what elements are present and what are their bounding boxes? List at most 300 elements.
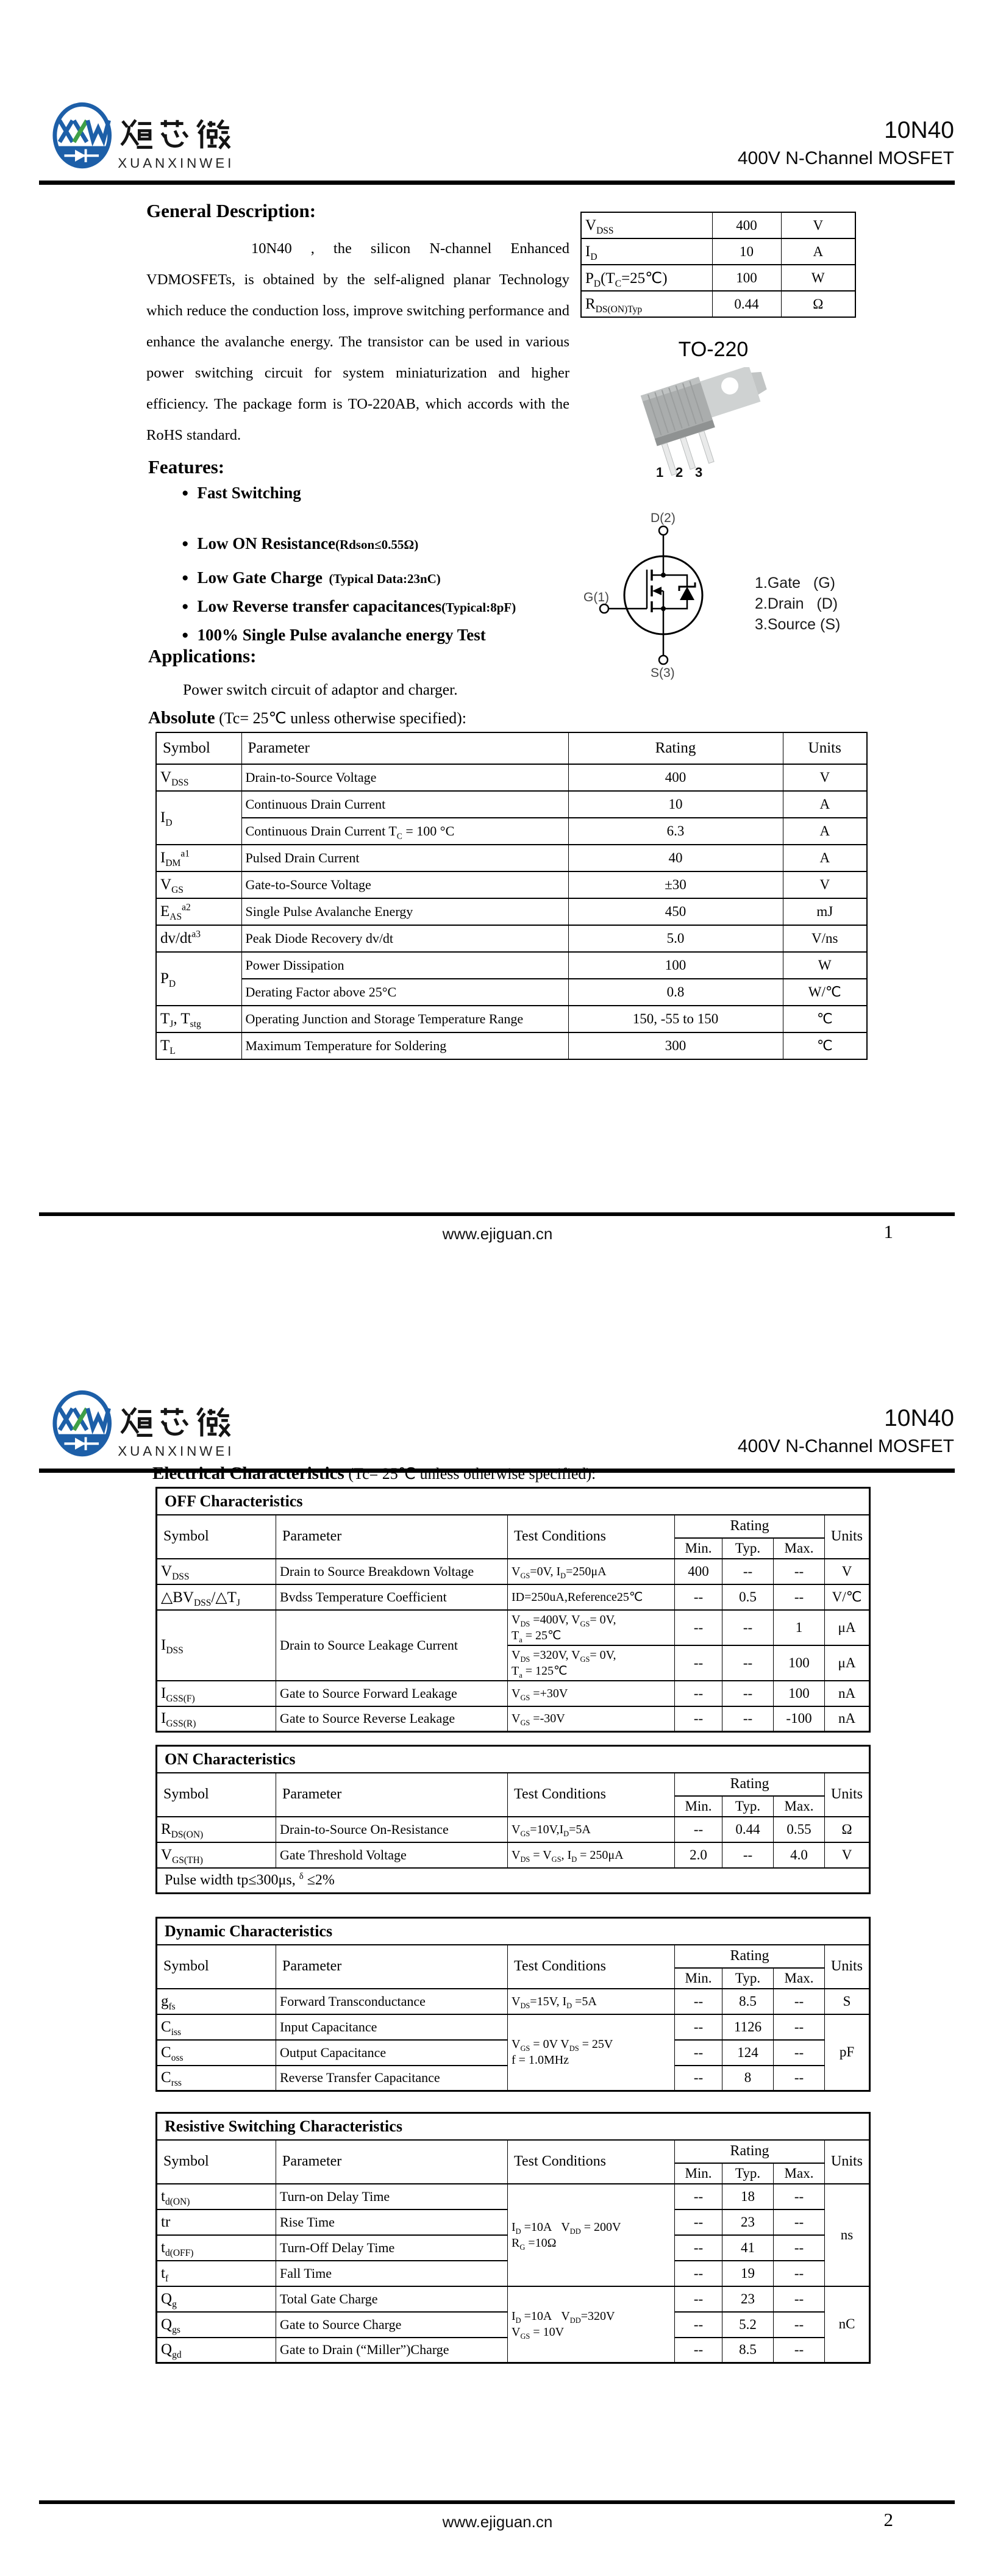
dynamic-characteristics-table-mount <box>155 1917 871 2092</box>
table-cell: -- <box>774 2261 825 2286</box>
features-title: Features: <box>148 456 225 478</box>
table-cell: Rating <box>675 1773 825 1796</box>
table-cell: Turn-Off Delay Time <box>276 2235 508 2261</box>
logo-monogram <box>61 1411 109 1428</box>
table-row <box>156 925 867 952</box>
header-rule <box>39 181 955 185</box>
feature-item: ● Fast Switching <box>182 484 301 502</box>
table-row <box>157 1610 870 1645</box>
pin-number-1: 1 <box>656 465 664 480</box>
part-subtitle: 400V N-Channel MOSFET <box>737 1436 954 1456</box>
table-cell: $V_{DS}=15V$, $I_D =5A$ <box>508 1989 675 2014</box>
table-cell: Resistive Switching Characteristics <box>157 2113 870 2140</box>
table-cell: 0.44 <box>722 1817 774 1842</box>
table-row <box>157 1773 870 1796</box>
feature-item: ● 100% Single Pulse avalanche energy Test <box>182 626 486 644</box>
table-cell: -- <box>675 1706 722 1732</box>
table-cell: $Q_g$ <box>157 2286 276 2312</box>
table-cell: $V_{GS} =-30V$ <box>508 1706 675 1732</box>
brand-en-text: XUANXINWEI <box>118 1443 235 1459</box>
table-cell: -- <box>675 2209 722 2235</box>
table-cell: -- <box>675 1817 722 1842</box>
table-cell: $V_{DSS}$ <box>581 212 712 238</box>
table-cell: -- <box>675 2235 722 2261</box>
table-cell: Test Conditions <box>508 2140 675 2184</box>
table-cell: W <box>783 952 867 979</box>
footer-url: www.ejiguan.cn <box>442 2513 553 2531</box>
table-cell: -- <box>774 2066 825 2091</box>
table-cell: Symbol <box>157 1945 276 1989</box>
table-row <box>157 1488 870 1515</box>
table-cell: Maximum Temperature for Soldering <box>241 1032 568 1059</box>
table-row <box>156 791 867 818</box>
table-cell: -- <box>722 1706 774 1732</box>
table-cell: Units <box>825 1945 870 1989</box>
table-row <box>157 1989 870 2014</box>
table-cell: Gate to Source Charge <box>276 2312 508 2338</box>
table-cell: 6.3 <box>568 818 783 845</box>
table-cell: Pulsed Drain Current <box>241 845 568 871</box>
table-cell: Rating <box>675 1515 825 1538</box>
table-cell: 300 <box>568 1032 783 1059</box>
table-cell: Output Capacitance <box>276 2040 508 2066</box>
table-cell: V <box>825 1842 870 1868</box>
table-cell: $I_{DSS}$ <box>157 1610 276 1681</box>
table-cell: Gate to Source Reverse Leakage <box>276 1706 508 1732</box>
page-2 <box>0 1288 995 2576</box>
table-cell: $Q_{gd}$ <box>157 2338 276 2363</box>
table-cell: -- <box>774 1584 825 1610</box>
table-cell: V <box>783 764 867 791</box>
table-cell: V <box>781 212 855 238</box>
page-number: 1 <box>883 1221 893 1242</box>
table-cell: 41 <box>722 2235 774 2261</box>
table-cell: 5.0 <box>568 925 783 952</box>
pin-number-3: 3 <box>695 465 703 480</box>
table-cell: 8.5 <box>722 1989 774 2014</box>
table-cell: Min. <box>675 1796 722 1817</box>
table-cell: $T_J$, $T_{stg}$ <box>156 1006 241 1032</box>
table-cell: -- <box>774 1559 825 1584</box>
table-cell: Max. <box>774 1538 825 1559</box>
on-characteristics-table-mount <box>155 1745 871 1894</box>
table-row <box>157 1842 870 1868</box>
table-cell: $R_{DS(ON)Typ}$ <box>581 291 712 317</box>
table-row <box>156 818 867 845</box>
table-cell: V/℃ <box>825 1584 870 1610</box>
table-row <box>156 1006 867 1032</box>
table-row <box>581 291 855 317</box>
table-cell: Symbol <box>157 1515 276 1559</box>
table-cell: $I_{GSS(R)}$ <box>157 1706 276 1732</box>
table-cell: Symbol <box>157 2140 276 2184</box>
mosfet-symbol-diagram <box>582 511 744 680</box>
table-cell: Power Dissipation <box>241 952 568 979</box>
table-cell: ±30 <box>568 871 783 898</box>
table-cell: Reverse Transfer Capacitance <box>276 2066 508 2091</box>
table-cell: V/ns <box>783 925 867 952</box>
table-cell: -- <box>675 1584 722 1610</box>
bullet-icon: ● <box>182 487 189 499</box>
table-cell: -- <box>774 1989 825 2014</box>
table-cell: μA <box>825 1645 870 1681</box>
table-cell: 18 <box>722 2184 774 2209</box>
switching-characteristics-table-mount <box>155 2112 871 2364</box>
table-cell: -- <box>774 2209 825 2235</box>
table-cell: Rating <box>675 2140 825 2163</box>
table-row <box>157 1918 870 1945</box>
source-pin-label: S(3) <box>651 666 675 680</box>
table-cell: $V_{DS} =320V$, $V_{GS}= 0V$, $T_a$ = 125℃ <box>508 1645 675 1681</box>
table-cell: -- <box>774 2184 825 2209</box>
table-cell: $I_D$ <box>581 238 712 265</box>
table-cell: $V_{DS} = V_{GS}$, $I_D = 250\mu A$ <box>508 1842 675 1868</box>
table-cell: Parameter <box>276 2140 508 2184</box>
pin-legend-gate: 1.Gate (G) <box>755 574 835 592</box>
table-cell: 400 <box>712 212 781 238</box>
footer-url: www.ejiguan.cn <box>442 1225 553 1243</box>
table-cell: tr <box>157 2209 276 2235</box>
applications-text: Power switch circuit of adaptor and charger. <box>183 681 458 698</box>
table-cell: Parameter <box>276 1515 508 1559</box>
table-cell: -100 <box>774 1706 825 1732</box>
table-cell: -- <box>722 1681 774 1706</box>
table-cell: $V_{GS(TH)}$ <box>157 1842 276 1868</box>
table-cell: μA <box>825 1610 870 1645</box>
table-cell: -- <box>774 2286 825 2312</box>
to220-package-image <box>628 367 799 484</box>
table-cell: $I_D$ <box>156 791 241 845</box>
table-cell: $V_{GS}$ <box>156 871 241 898</box>
part-number: 10N40 <box>884 1405 954 1431</box>
table-cell: OFF Characteristics <box>157 1488 870 1515</box>
footer-rule <box>39 1212 955 1216</box>
table-cell: A <box>783 818 867 845</box>
table-cell: Units <box>825 1773 870 1817</box>
table-cell: Single Pulse Avalanche Energy <box>241 898 568 925</box>
table-cell: 450 <box>568 898 783 925</box>
table-cell: $R_{DS(ON)}$ <box>157 1817 276 1842</box>
table-cell: nA <box>825 1681 870 1706</box>
table-row <box>157 2014 870 2040</box>
table-cell: -- <box>675 2014 722 2040</box>
table-cell: -- <box>675 2261 722 2286</box>
table-cell: 0.5 <box>722 1584 774 1610</box>
table-cell: W <box>781 265 855 291</box>
table-cell: Max. <box>774 1968 825 1989</box>
table-row <box>581 238 855 265</box>
table-cell: pF <box>825 2014 870 2091</box>
package-body <box>641 367 783 477</box>
bullet-icon: ● <box>182 629 189 642</box>
table-cell: 1 <box>774 1610 825 1645</box>
table-cell: $C_{rss}$ <box>157 2066 276 2091</box>
table-cell: Drain-to-Source Voltage <box>241 764 568 791</box>
table-cell: ID=250uA,Reference25℃ <box>508 1584 675 1610</box>
table-cell: 400 <box>675 1559 722 1584</box>
table-row <box>157 2140 870 2163</box>
table-cell: -- <box>722 1559 774 1584</box>
table-cell: Peak Diode Recovery dv/dt <box>241 925 568 952</box>
table-cell: $V_{GS}=10V,I_D=5A$ <box>508 1817 675 1842</box>
mosfet-symbol <box>600 526 702 664</box>
feature-item: ● Low Reverse transfer capacitances(Typical:8pF) <box>182 597 516 615</box>
company-logo <box>51 1388 248 1462</box>
table-row <box>157 1706 870 1732</box>
table-cell: Gate to Drain (“Miller”)Charge <box>276 2338 508 2363</box>
table-cell: -- <box>675 2184 722 2209</box>
table-cell: 100 <box>774 1645 825 1681</box>
table-row <box>156 979 867 1006</box>
table-cell: $V_{DS} =400V$, $V_{GS}= 0V$, $T_a$ = 25℃ <box>508 1610 675 1645</box>
table-row <box>156 898 867 925</box>
table-cell: A <box>783 845 867 871</box>
table-cell: 400 <box>568 764 783 791</box>
general-description-title: General Description: <box>146 200 316 221</box>
table-cell: Typ. <box>722 1796 774 1817</box>
logo-monogram <box>61 123 109 140</box>
table-cell: $t_f$ <box>157 2261 276 2286</box>
table-cell: 2.0 <box>675 1842 722 1868</box>
table-cell: -- <box>675 2040 722 2066</box>
table-cell: 19 <box>722 2261 774 2286</box>
bullet-icon: ● <box>182 537 189 550</box>
table-cell: Derating Factor above 25°C <box>241 979 568 1006</box>
table-cell: Units <box>825 2140 870 2184</box>
table-cell: A <box>783 791 867 818</box>
table-cell: ℃ <box>783 1006 867 1032</box>
table-cell: Units <box>783 732 867 764</box>
feature-item: ● Low Gate Charge (Typical Data:23nC) <box>182 568 441 587</box>
on-characteristics-table <box>155 1745 871 1894</box>
feature-item: ● Low ON Resistance(Rdson≤0.55Ω) <box>182 534 419 553</box>
table-cell: 4.0 <box>774 1842 825 1868</box>
table-cell: Input Capacitance <box>276 2014 508 2040</box>
table-cell: Symbol <box>156 732 241 764</box>
table-cell: $V_{DSS}$ <box>156 764 241 791</box>
table-row <box>157 1746 870 1773</box>
bullet-icon: ● <box>182 571 189 584</box>
table-cell: $I_D =10A$ $V_{DD} = 200V$ $R_G =10\Omega$ <box>508 2184 675 2286</box>
table-row <box>157 1584 870 1610</box>
table-cell: 0.8 <box>568 979 783 1006</box>
table-cell: Parameter <box>276 1945 508 1989</box>
table-cell: Typ. <box>722 1538 774 1559</box>
table-cell: 150, -55 to 150 <box>568 1006 783 1032</box>
table-row <box>156 871 867 898</box>
table-cell: Parameter <box>241 732 568 764</box>
table-cell: Max. <box>774 1796 825 1817</box>
table-cell: 0.55 <box>774 1817 825 1842</box>
table-row <box>157 2184 870 2209</box>
table-row <box>157 2113 870 2140</box>
table-cell: 10 <box>712 238 781 265</box>
table-cell: Fall Time <box>276 2261 508 2286</box>
table-cell: Operating Junction and Storage Temperature Range <box>241 1006 568 1032</box>
table-cell: $V_{GS} =+30V$ <box>508 1681 675 1706</box>
summary-ratings-table <box>580 212 856 318</box>
table-cell: $I_{DM}^{a1}$ <box>156 845 241 871</box>
table-cell: 1126 <box>722 2014 774 2040</box>
pin-number-2: 2 <box>676 465 683 480</box>
table-cell: ns <box>825 2184 870 2286</box>
table-cell: $P_D$ <box>156 952 241 1006</box>
table-cell: $\triangle BV_{DSS}/\triangle T_J$ <box>157 1584 276 1610</box>
table-cell: -- <box>675 2312 722 2338</box>
general-description-paragraph: 10N40 , the silicon N-channel Enhanced VDMOSFETs, is obtained by the self-aligned planar Technology which reduce the conduction loss, improve switching performance and enhance the avalanche energy. The transistor can be used in various power switching circuit for system miniaturization and higher efficiency. The package form is TO-220AB, which accords with the RoHS standard. <box>146 240 569 443</box>
part-number: 10N40 <box>884 117 954 143</box>
table-cell: $E_{AS}^{a2}$ <box>156 898 241 925</box>
table-cell: Gate-to-Source Voltage <box>241 871 568 898</box>
table-cell: -- <box>675 2066 722 2091</box>
table-cell: Gate to Source Forward Leakage <box>276 1681 508 1706</box>
table-row <box>581 265 855 291</box>
table-row <box>156 732 867 764</box>
table-cell: -- <box>675 1610 722 1645</box>
table-cell: -- <box>722 1645 774 1681</box>
footer-rule <box>39 2500 955 2504</box>
table-cell: Gate Threshold Voltage <box>276 1842 508 1868</box>
table-cell: 23 <box>722 2209 774 2235</box>
table-row <box>157 1515 870 1538</box>
table-cell: 10 <box>568 791 783 818</box>
table-cell: Ω <box>825 1817 870 1842</box>
table-cell: ON Characteristics <box>157 1746 870 1773</box>
table-cell: S <box>825 1989 870 2014</box>
off-characteristics-table-mount <box>155 1487 871 1733</box>
table-cell: 40 <box>568 845 783 871</box>
table-cell: nA <box>825 1706 870 1732</box>
table-cell: Rise Time <box>276 2209 508 2235</box>
table-cell: -- <box>774 2235 825 2261</box>
table-cell: Drain-to-Source On-Resistance <box>276 1817 508 1842</box>
table-cell: $dv/dt^{a3}$ <box>156 925 241 952</box>
electrical-characteristics-caption: Electrical Characteristics (Tc= 25℃ unless otherwise specified): <box>152 1464 596 1483</box>
table-row <box>157 1868 870 1894</box>
table-cell: -- <box>722 1842 774 1868</box>
table-cell: Test Conditions <box>508 1945 675 1989</box>
table-cell: Min. <box>675 1538 722 1559</box>
table-cell: Units <box>825 1515 870 1559</box>
table-cell: 8.5 <box>722 2338 774 2363</box>
table-cell: Bvdss Temperature Coefficient <box>276 1584 508 1610</box>
table-row <box>157 2286 870 2312</box>
table-cell: $V_{GS} = 0V$ $V_{DS} = 25V$ f = 1.0MHz <box>508 2014 675 2091</box>
table-cell: -- <box>675 1989 722 2014</box>
table-cell: -- <box>675 2338 722 2363</box>
table-row <box>156 952 867 979</box>
company-logo <box>51 100 248 174</box>
table-cell: 5.2 <box>722 2312 774 2338</box>
table-cell: Drain to Source Leakage Current <box>276 1610 508 1681</box>
table-cell: 100 <box>712 265 781 291</box>
table-cell: -- <box>774 2040 825 2066</box>
table-cell: $t_{d(ON)}$ <box>157 2184 276 2209</box>
table-cell: Typ. <box>722 2163 774 2184</box>
table-cell: $Q_{gs}$ <box>157 2312 276 2338</box>
off-characteristics-table <box>155 1487 871 1733</box>
table-cell: Test Conditions <box>508 1515 675 1559</box>
drain-pin-label: D(2) <box>651 511 676 525</box>
table-cell: $C_{oss}$ <box>157 2040 276 2066</box>
package-name: TO-220 <box>678 338 749 361</box>
table-cell: $I_{GSS(F)}$ <box>157 1681 276 1706</box>
table-cell: Forward Transconductance <box>276 1989 508 2014</box>
table-cell: $I_D =10A$ $V_{DD}=320V$ $V_{GS} = 10V$ <box>508 2286 675 2363</box>
table-row <box>157 1945 870 1968</box>
table-cell: $t_{d(OFF)}$ <box>157 2235 276 2261</box>
table-cell: V <box>825 1559 870 1584</box>
part-subtitle: 400V N-Channel MOSFET <box>737 148 954 168</box>
table-cell: Max. <box>774 2163 825 2184</box>
table-cell: Dynamic Characteristics <box>157 1918 870 1945</box>
bullet-icon: ● <box>182 600 189 613</box>
table-cell: -- <box>675 2286 722 2312</box>
absolute-maximum-ratings-table <box>155 732 868 1060</box>
brand-cn-glyphs <box>121 1408 230 1437</box>
brand-cn-glyphs <box>121 120 230 149</box>
table-cell: 100 <box>774 1681 825 1706</box>
table-cell: -- <box>675 1645 722 1681</box>
table-cell: 100 <box>568 952 783 979</box>
table-cell: -- <box>774 2014 825 2040</box>
pin-legend-drain: 2.Drain (D) <box>755 595 838 612</box>
table-cell: ℃ <box>783 1032 867 1059</box>
table-cell: Rating <box>675 1945 825 1968</box>
table-row <box>157 1681 870 1706</box>
table-cell: $P_D(T_C=25℃)$ <box>581 265 712 291</box>
table-row <box>156 845 867 871</box>
table-cell: nC <box>825 2286 870 2363</box>
table-cell: Continuous Drain Current $T_C = 100$ °C <box>241 818 568 845</box>
summary-ratings-table-mount <box>580 212 856 318</box>
gate-pin-label: G(1) <box>583 590 609 604</box>
table-cell: Turn-on Delay Time <box>276 2184 508 2209</box>
table-cell: Min. <box>675 2163 722 2184</box>
table-cell: Pulse width tp≤300μs, $^\delta$ ≤2% <box>157 1868 870 1894</box>
table-cell: -- <box>722 1610 774 1645</box>
table-cell: $T_L$ <box>156 1032 241 1059</box>
table-cell: W/℃ <box>783 979 867 1006</box>
dynamic-characteristics-table <box>155 1917 871 2092</box>
applications-title: Applications: <box>148 645 257 667</box>
table-cell: V <box>783 871 867 898</box>
table-cell: A <box>781 238 855 265</box>
table-cell: Symbol <box>157 1773 276 1817</box>
table-cell: 23 <box>722 2286 774 2312</box>
table-cell: 0.44 <box>712 291 781 317</box>
table-cell: -- <box>774 2312 825 2338</box>
table-cell: Total Gate Charge <box>276 2286 508 2312</box>
table-cell: Test Conditions <box>508 1773 675 1817</box>
table-row <box>157 1817 870 1842</box>
table-row <box>581 212 855 238</box>
table-cell: Parameter <box>276 1773 508 1817</box>
table-row <box>156 1032 867 1059</box>
switching-characteristics-table <box>155 2112 871 2364</box>
table-cell: 8 <box>722 2066 774 2091</box>
table-cell: Min. <box>675 1968 722 1989</box>
table-cell: -- <box>675 1681 722 1706</box>
table-cell: $V_{DSS}$ <box>157 1559 276 1584</box>
table-cell: $C_{iss}$ <box>157 2014 276 2040</box>
table-cell: Continuous Drain Current <box>241 791 568 818</box>
absolute-maximum-ratings-table-mount <box>155 732 868 1060</box>
table-cell: $g_{fs}$ <box>157 1989 276 2014</box>
table-row <box>156 764 867 791</box>
table-cell: 124 <box>722 2040 774 2066</box>
table-cell: Rating <box>568 732 783 764</box>
